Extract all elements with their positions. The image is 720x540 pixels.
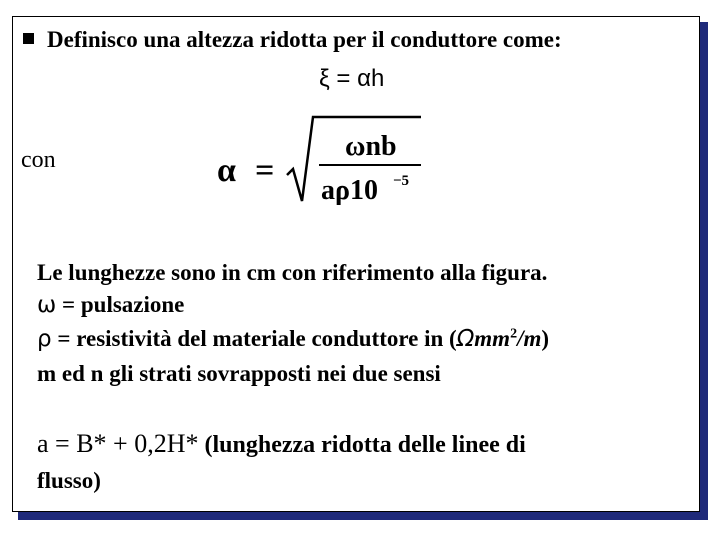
formula-exponent: −5 [393, 173, 410, 189]
omega-symbol: ω [37, 292, 57, 318]
rho-symbol: ρ [37, 326, 52, 352]
alpha-formula-alpha: α [217, 152, 236, 189]
xi-symbol: ξ [319, 65, 330, 92]
ohm-symbol: Ω [456, 326, 475, 352]
unit-per-m: /m [517, 326, 542, 351]
a-description: (lunghezza ridotta delle linee di [198, 432, 526, 458]
formula-numerator: ωnb [345, 131, 397, 162]
line-omega [37, 292, 184, 318]
bullet-square-icon [23, 33, 34, 44]
equals-sign: = [329, 65, 358, 92]
line-layers: m ed n gli strati sovrapposti nei due sensi [37, 361, 441, 386]
bullet-text: Definisco una altezza ridotta per il conduttore come: [47, 27, 562, 52]
formula-xi-equals-alpha-h [319, 65, 384, 93]
omega-description: = pulsazione [56, 292, 185, 317]
alpha-formula-equals: = [255, 152, 275, 189]
formula-denominator: aρ10 [321, 175, 378, 206]
line-flusso: flusso) [37, 468, 101, 493]
con-label: con [21, 147, 56, 173]
line-rho [37, 326, 549, 352]
alpha-symbol: α [357, 65, 371, 92]
alpha-formula [213, 111, 433, 207]
a-equation: a = B* + 0,2H* [37, 429, 199, 458]
close-paren: ) [541, 326, 550, 351]
slide [12, 16, 700, 512]
unit-superscript: 2 [510, 326, 518, 342]
rho-description: = resistività del materiale conduttore in ( [51, 326, 457, 351]
bullet-line [23, 27, 562, 53]
unit-mm: mm [474, 326, 511, 351]
h-symbol: h [370, 65, 385, 92]
line-a-definition [37, 429, 526, 459]
line-units: Le lunghezze sono in cm con riferimento alla figura. [37, 260, 548, 285]
